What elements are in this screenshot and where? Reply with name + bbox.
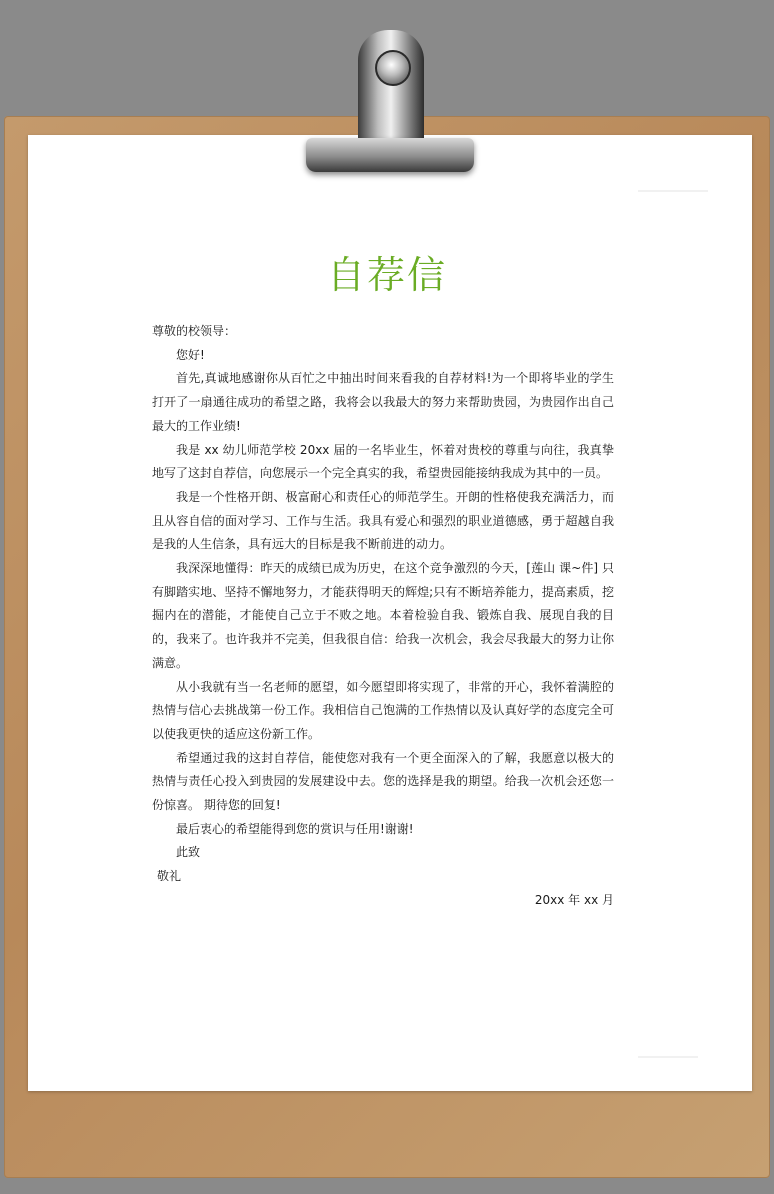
binder-clip-hole (375, 50, 411, 86)
salutation: 尊敬的校领导： (152, 324, 237, 338)
paragraph: 首先,真诚地感谢你从百忙之中抽出时间来看我的自荐材料!为一个即将毕业的学生打开了一扇通往成功的希望之路，我将会以我最大的努力来帮助贵园，为贵园作出自己最大的工作业绩! (152, 371, 614, 433)
paragraph: 希望通过我的这封自荐信，能使您对我有一个更全面深入的了解，我愿意以极大的热情与责任心投入到贵园的发展建设中去。您的选择是我的期望。给我一次机会还您一份惊喜。 期待您的回复! (152, 750, 614, 813)
paper-mark-top (638, 190, 708, 192)
paragraph: 我是一个性格开朗、极富耐心和责任心的师范学生。开朗的性格使我充满活力，而且从容自信的面对学习、工作与生活。我具有爱心和强烈的职业道德感，勇于超越自我是我的人生信条，具有远大的目标是我不断前进的动力。 (152, 489, 614, 552)
paper-mark-bottom (638, 1056, 698, 1058)
binder-clip-plate (306, 138, 474, 172)
letter-body (152, 320, 614, 913)
greeting: 您好! (176, 347, 205, 362)
paragraph: 我深深地懂得：昨天的成绩已成为历史，在这个竞争激烈的今天，[莲山 课~件] 只有脚踏实地、坚持不懈地努力，才能获得明天的辉煌;只有不断培养能力，提高素质，挖掘内在的潜能，才能使自己立于不败之地。本着检验自我、锻炼自我、展现自我的目的，我来了。也许我并不完美，但我很自信：给我一次机会，我会尽我最大的努力让你满意。 (152, 561, 614, 670)
paragraph: 最后衷心的希望能得到您的赏识与任用!谢谢! (176, 821, 414, 836)
closing-line-2: 敬礼 (157, 869, 182, 884)
binder-clip-arm (358, 30, 424, 148)
letter-title: 自荐信 (326, 253, 447, 297)
paragraph: 从小我就有当一名老师的愿望，如今愿望即将实现了，非常的开心，我怀着满腔的热情与信心去挑战第一份工作。我相信自己饱满的工作热情以及认真好学的态度完全可以使我更快的适应这份新工作。 (152, 679, 614, 741)
letter-date: 20xx 年 xx 月 (534, 892, 614, 907)
paragraph: 我是 xx 幼儿师范学校 20xx 届的一名毕业生，怀着对贵校的尊重与向往，我真挚地写了这封自荐信，向您展示一个完全真实的我，希望贵园能接纳我成为其中的一员。 (152, 442, 614, 481)
closing-line-1: 此致 (176, 845, 201, 860)
